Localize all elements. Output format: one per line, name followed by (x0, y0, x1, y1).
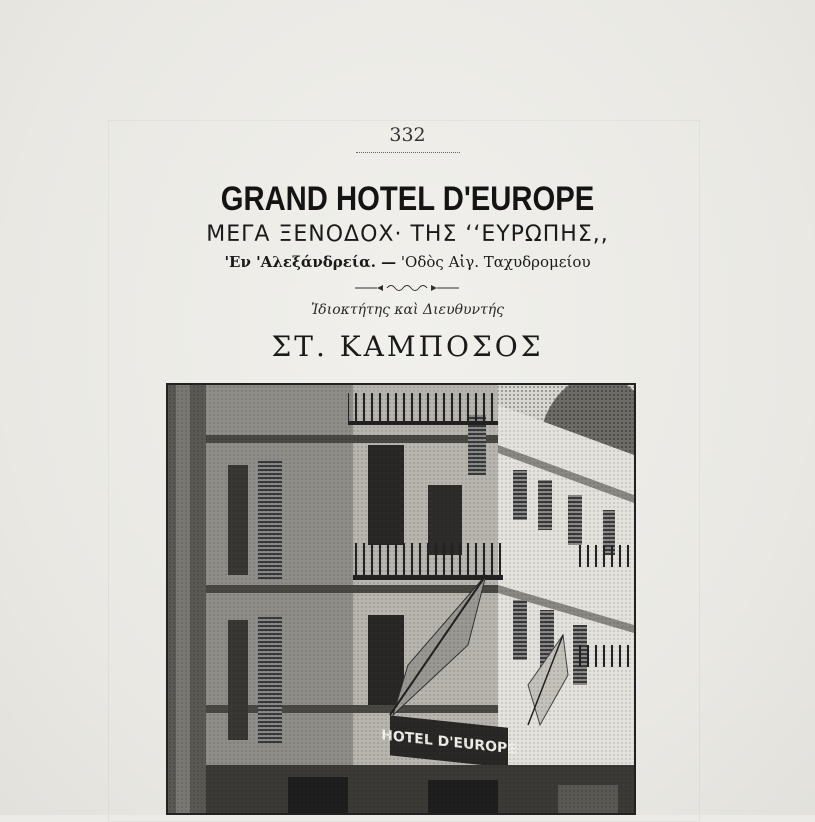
hotel-title: GRAND HOTEL D'EUROPE (220, 180, 595, 218)
owner-name: ΣΤ. ΚΑΜΠΟΣΟΣ (271, 330, 544, 363)
ornament-divider (355, 282, 459, 294)
hotel-building-illustration (168, 385, 634, 813)
greek-hotel-title: ΜΕΓΑ ΞΕΝΟΔΟΧ· ΤΗΣ ‘‘ΕΥΡΩΠΗΣ,, (206, 222, 609, 247)
street-text: 'Οδὸς Αἰγ. Ταχυδρομείου (400, 253, 591, 271)
owner-label: Ἰδιοκτήτης καὶ Διευθυντής (311, 302, 504, 318)
location-text: 'Εν 'Αλεξάνδρεία. — (224, 253, 397, 271)
page-number-rule (356, 152, 460, 153)
page-number: 332 (389, 124, 426, 146)
hotel-photograph (166, 383, 636, 815)
address-line (0, 253, 815, 271)
